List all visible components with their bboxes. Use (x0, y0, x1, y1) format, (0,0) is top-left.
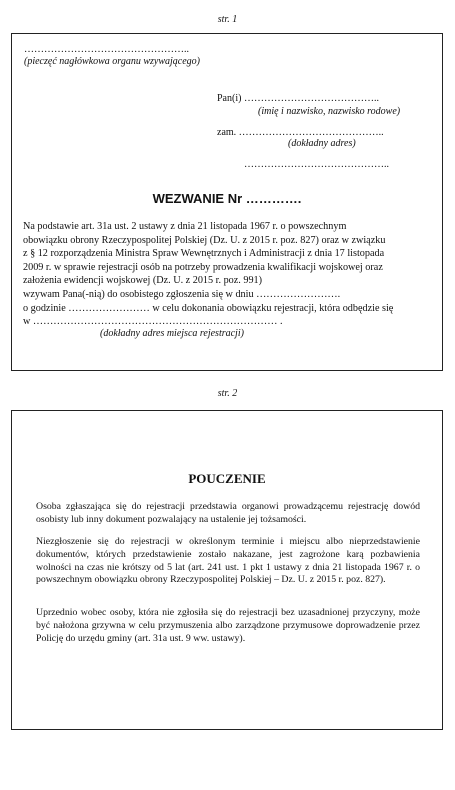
address-caption: (dokładny adres) (288, 138, 356, 149)
address-extra-line: …………………………………….. (244, 159, 389, 170)
instruction-title: POUCZENIE (188, 471, 266, 486)
page-1-label: str. 1 (217, 14, 238, 25)
instruction-paragraph: Osoba zgłaszająca się do rejestracji przedstawia organowi prowadzącemu rejestrację dowód osobisty lub inny dokument pozwalający na ustalenie jej tożsamości. (36, 501, 420, 525)
place-caption: (dokładny adres miejsca rejestracji) (100, 328, 244, 339)
summons-body (23, 220, 424, 329)
body-line: z § 12 rozporządzenia Ministra Spraw Wewnętrznych i Administracji z dnia 17 listopada (23, 248, 385, 260)
instruction-paragraph: Uprzednio wobec osoby, która nie zgłosiła się do rejestracji bez uzasadnionej przyczyny, może być nałożona grzywna w celu przymuszenia albo zarządzone przymusowe doprowadzenie przez Policję do urzędu gminy (art. 31a ust. 9 ww. ustawy). (36, 607, 420, 644)
summons-page (11, 33, 443, 371)
page-2-label: str. 2 (217, 388, 238, 399)
body-line: o godzinie …………………… w celu dokonania obowiązku rejestracji, która odbędzie się (23, 302, 394, 314)
recipient-caption: (imię i nazwisko, nazwisko rodowe) (258, 106, 401, 117)
body-line: w ……………………………………………………………… . (23, 316, 283, 328)
body-line: wzywam Pana(-nią) do osobistego zgłoszenia się w dniu ……………………. (23, 288, 341, 300)
address-line: zam. …………………………………….. (217, 127, 384, 138)
instruction-page (11, 410, 443, 730)
body-line: Na podstawie art. 31a ust. 2 ustawy z dnia 21 listopada 1967 r. o powszechnym (23, 221, 347, 232)
recipient-line: Pan(i) ………………………………….. (217, 93, 379, 104)
body-line: obowiązku obrony Rzeczypospolitej Polskiej (Dz. U. z 2015 r. poz. 827) oraz w związku (23, 234, 386, 246)
body-line: założenia ewidencji wojskowej (Dz. U. z 2015 r. poz. 991) (23, 275, 263, 287)
stamp-caption: (pieczęć nagłówkowa organu wzywającego) (24, 56, 200, 67)
instruction-paragraph: Niezgłoszenie się do rejestracji w określonym terminie i miejscu albo nieprzedstawienie dokumentów, których przedstawienie zostało nakazane, jest zagrożone karą pozbawienia wolności na czas nie krótszy od 5 lat (art. 241 ust. 1 pkt 1 ustawy z dnia 21 listopada 1967 r. o powszechnym obowiązku obrony Rzeczypospolitej Polskiej – Dz. U. z 2015 r. poz. 827). (36, 536, 420, 586)
body-line: 2009 r. w sprawie rejestracji osób na potrzeby prowadzenia kwalifikacji wojskowej oraz (23, 261, 383, 273)
stamp-placeholder: ………………………………………….. (24, 44, 189, 55)
summons-title: WEZWANIE Nr …………. (152, 191, 302, 206)
